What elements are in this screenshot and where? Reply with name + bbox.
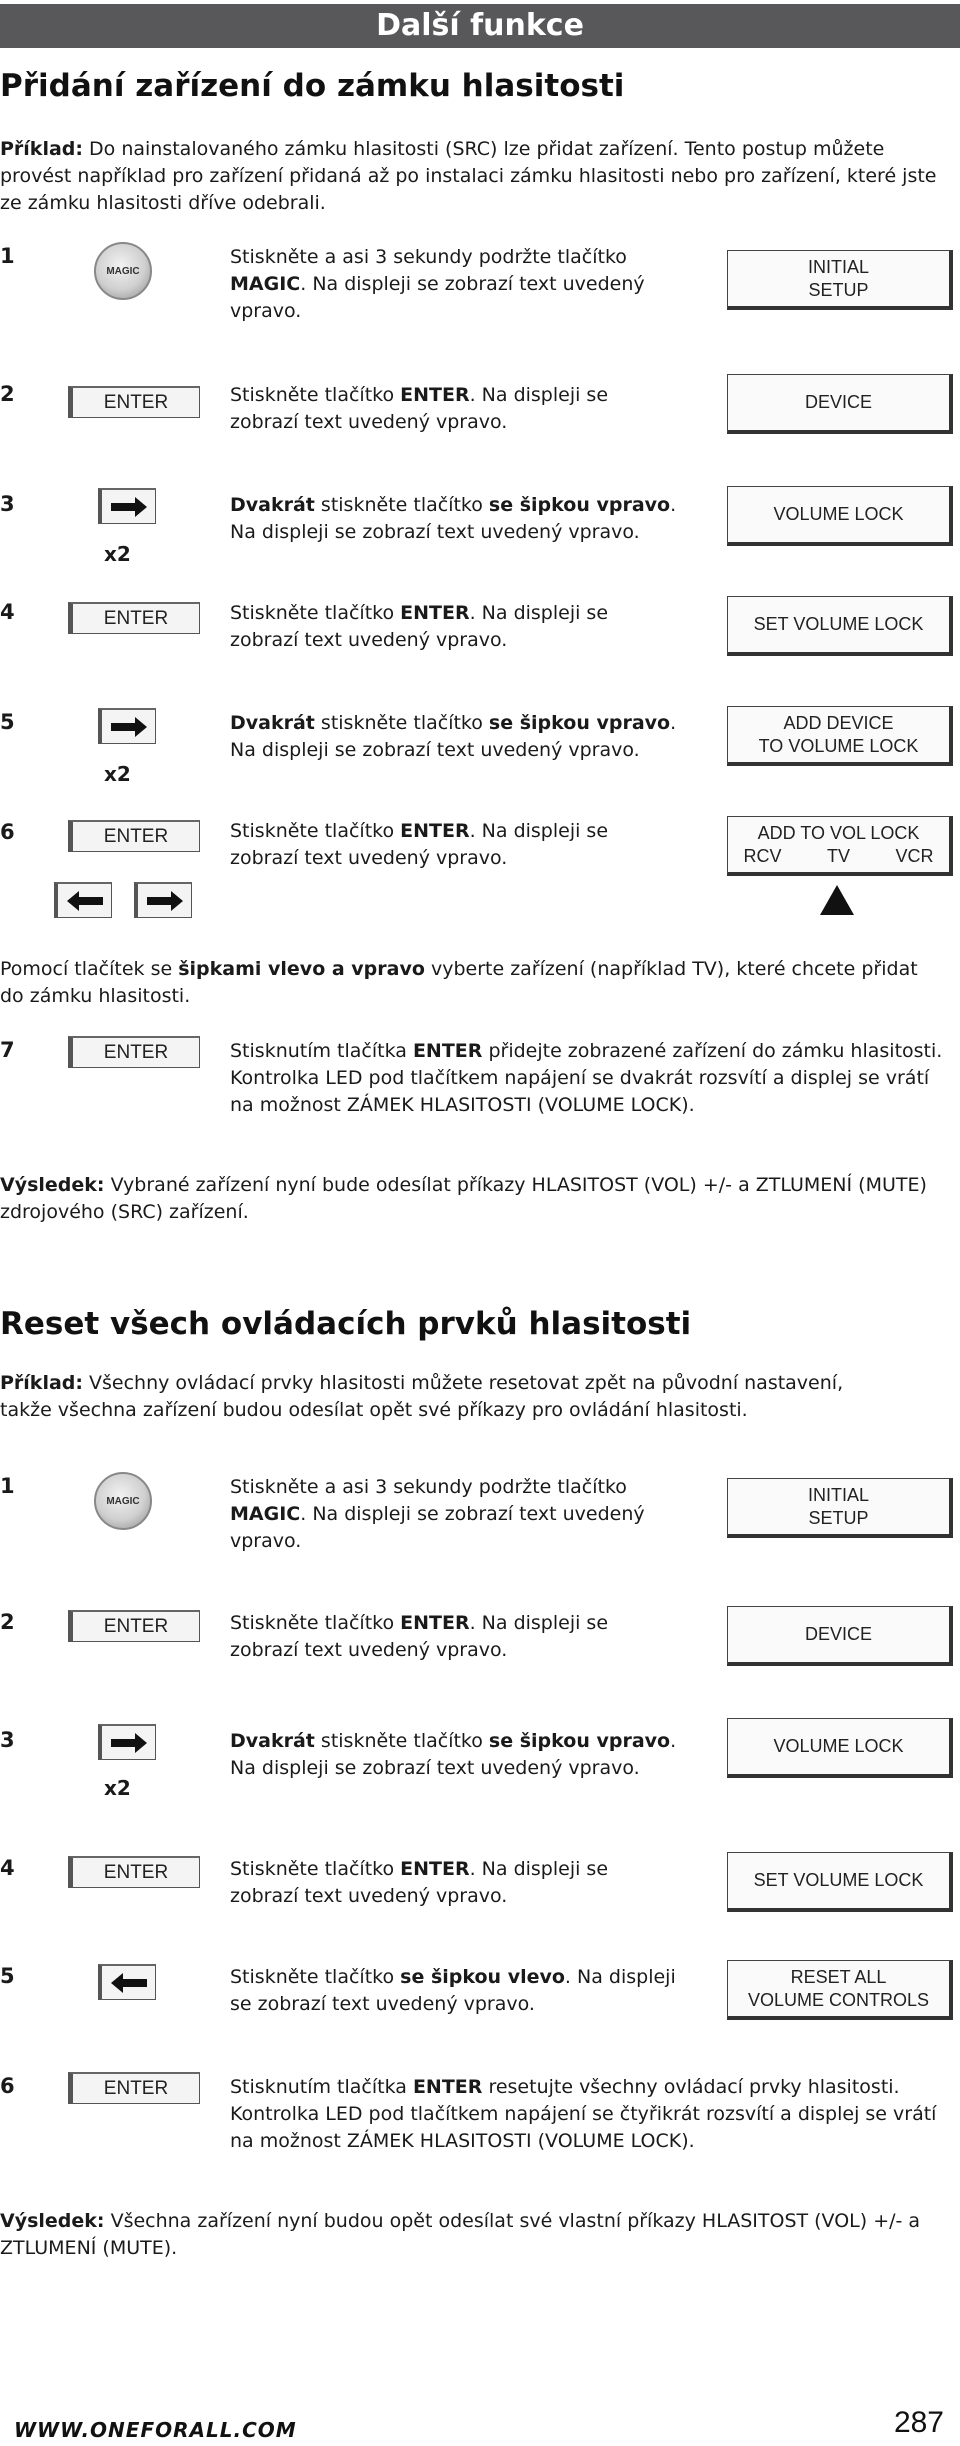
lcd-display xyxy=(727,486,953,546)
arrow-left-icon xyxy=(65,889,105,913)
lcd-line: ADD DEVICE xyxy=(783,712,894,733)
enter-button: ENTER xyxy=(68,820,200,852)
lcd-display xyxy=(727,1606,953,1666)
selection-pointer-icon xyxy=(820,885,854,915)
lcd-option: TV xyxy=(826,845,850,866)
lcd-display xyxy=(727,706,953,766)
step-number: 2 xyxy=(0,382,15,406)
right-arrow-button xyxy=(98,708,156,744)
enter-button: ENTER xyxy=(68,386,200,418)
lcd-line: DEVICE xyxy=(804,392,873,412)
lcd-line: INITIAL xyxy=(807,1484,869,1505)
step-instruction: Stiskněte a asi 3 sekundy podržte tlačítko MAGIC. Na displeji se zobrazí text uvedený vpravo. xyxy=(230,1476,645,1552)
step-number: 1 xyxy=(0,1474,15,1498)
enter-button: ENTER xyxy=(68,1036,200,1068)
lcd-line: ADD TO VOL LOCK xyxy=(757,822,920,843)
step-number: 7 xyxy=(0,1038,15,1062)
step-number: 3 xyxy=(0,492,15,516)
step-number: 5 xyxy=(0,1964,15,1988)
arrow-right-icon xyxy=(109,495,149,519)
repeat-count: x2 xyxy=(104,1776,131,1800)
arrow-right-icon xyxy=(109,1731,149,1755)
arrow-right-icon xyxy=(145,889,185,913)
arrows-paragraph: Pomocí tlačítek se šipkami vlevo a vpravo vyberte zařízení (například TV), které chcete přidat do zámku hlasitosti. xyxy=(0,958,918,1007)
step-instruction: Stiskněte tlačítko ENTER. Na displeji se zobrazí text uvedený vpravo. xyxy=(230,1858,609,1907)
lcd-line: SETUP xyxy=(808,279,869,300)
lcd-line: DEVICE xyxy=(804,1624,873,1644)
lcd-line: VOLUME CONTROLS xyxy=(747,1989,930,2010)
lcd-line: SET VOLUME LOCK xyxy=(753,1870,924,1890)
step-number: 4 xyxy=(0,600,15,624)
left-arrow-button xyxy=(54,882,112,918)
lcd-option: RCV xyxy=(743,845,782,866)
step-instruction: Stiskněte tlačítko ENTER. Na displeji se zobrazí text uvedený vpravo. xyxy=(230,602,609,651)
step-instruction: Stiskněte a asi 3 sekundy podržte tlačítko MAGIC. Na displeji se zobrazí text uvedený vpravo. xyxy=(230,246,645,322)
step-instruction: Stisknutím tlačítka ENTER přidejte zobrazené zařízení do zámku hlasitosti. Kontrolka LED pod tlačítkem napájení se dvakrát rozsvítí a displej se vrátí na možnost ZÁMEK HLASITOSTI (VOLUME LOCK). xyxy=(230,1040,943,1116)
lcd-line: SET VOLUME LOCK xyxy=(753,614,924,634)
lcd-line: VOLUME LOCK xyxy=(773,1736,904,1756)
section-title: Přidání zařízení do zámku hlasitosti xyxy=(0,68,625,104)
lcd-display xyxy=(727,1718,953,1778)
step-instruction: Stiskněte tlačítko ENTER. Na displeji se zobrazí text uvedený vpravo. xyxy=(230,820,609,869)
lcd-display xyxy=(727,1478,953,1538)
right-arrow-button xyxy=(98,1724,156,1760)
step-number: 5 xyxy=(0,710,15,734)
result-paragraph: Výsledek: Všechna zařízení nyní budou opět odesílat své vlastní příkazy HLASITOST (VOL) +/- a ZTLUMENÍ (MUTE). xyxy=(0,2210,921,2259)
page-header: Další funkce xyxy=(0,4,960,48)
intro-paragraph: Příklad: Všechny ovládací prvky hlasitosti můžete resetovat zpět na původní nastavení, takže všechna zařízení budou odesílat opět své příkazy pro ovládání hlasitosti. xyxy=(0,1372,844,1421)
lcd-line: VOLUME LOCK xyxy=(773,504,904,524)
lcd-display xyxy=(727,250,953,310)
step-number: 6 xyxy=(0,2074,15,2098)
intro-paragraph xyxy=(0,136,945,217)
intro-text: Do nainstalovaného zámku hlasitosti (SRC) lze přidat zařízení. Tento postup můžete provést například pro zařízení přidaná až po instalaci zámku hlasitosti nebo pro zařízení, které jste ze zámku hlasitosti dříve odebrali. xyxy=(0,138,937,214)
step-instruction: Stiskněte tlačítko ENTER. Na displeji se zobrazí text uvedený vpravo. xyxy=(230,384,609,433)
repeat-count: x2 xyxy=(104,542,131,566)
right-arrow-button xyxy=(134,882,192,918)
lcd-display xyxy=(727,1852,953,1912)
lcd-display xyxy=(727,596,953,656)
enter-button: ENTER xyxy=(68,1856,200,1888)
step-instruction: Stiskněte tlačítko ENTER. Na displeji se zobrazí text uvedený vpravo. xyxy=(230,1612,609,1661)
step-instruction: Dvakrát stiskněte tlačítko se šipkou vpravo. Na displeji se zobrazí text uvedený vpravo. xyxy=(230,1730,677,1779)
step-number: 6 xyxy=(0,820,15,844)
enter-button: ENTER xyxy=(68,2072,200,2104)
step-instruction: Dvakrát stiskněte tlačítko se šipkou vpravo. Na displeji se zobrazí text uvedený vpravo. xyxy=(230,494,677,543)
step-number: 2 xyxy=(0,1610,15,1634)
section-title: Reset všech ovládacích prvků hlasitosti xyxy=(0,1306,692,1342)
result-paragraph: Výsledek: Vybrané zařízení nyní bude odesílat příkazy HLASITOST (VOL) +/- a ZTLUMENÍ (MUTE) zdrojového (SRC) zařízení. xyxy=(0,1174,927,1223)
lcd-option: VCR xyxy=(895,845,934,866)
step-number: 1 xyxy=(0,244,15,268)
lcd-line: INITIAL xyxy=(807,256,869,277)
step-instruction: Stisknutím tlačítka ENTER resetujte všechny ovládací prvky hlasitosti. Kontrolka LED pod tlačítkem napájení se čtyřikrát rozsvítí a displej se vrátí na možnost ZÁMEK HLASITOSTI (VOLUME LOCK). xyxy=(230,2076,937,2152)
right-arrow-button xyxy=(98,488,156,524)
lcd-display xyxy=(727,816,953,876)
step-number: 4 xyxy=(0,1856,15,1880)
enter-button: ENTER xyxy=(68,1610,200,1642)
page-number: 287 xyxy=(893,2406,944,2439)
lcd-line: SETUP xyxy=(808,1507,869,1528)
footer-url: WWW.ONEFORALL.COM xyxy=(14,2418,297,2442)
step-instruction: Dvakrát stiskněte tlačítko se šipkou vpravo. Na displeji se zobrazí text uvedený vpravo. xyxy=(230,712,677,761)
arrow-right-icon xyxy=(109,715,149,739)
step-number: 3 xyxy=(0,1728,15,1752)
step-instruction: Stiskněte tlačítko se šipkou vlevo. Na displeji se zobrazí text uvedený vpravo. xyxy=(230,1966,676,2015)
lcd-display xyxy=(727,1960,953,2020)
enter-button: ENTER xyxy=(68,602,200,634)
lcd-line: TO VOLUME LOCK xyxy=(758,735,919,756)
lcd-display xyxy=(727,374,953,434)
magic-button: MAGIC xyxy=(94,1472,152,1530)
arrow-left-icon xyxy=(109,1971,149,1995)
magic-button: MAGIC xyxy=(94,242,152,300)
lcd-line: RESET ALL xyxy=(790,1966,887,1987)
left-arrow-button xyxy=(98,1964,156,2000)
lcd-options xyxy=(744,845,934,868)
intro-label: Příklad: xyxy=(0,138,83,160)
repeat-count: x2 xyxy=(104,762,131,786)
